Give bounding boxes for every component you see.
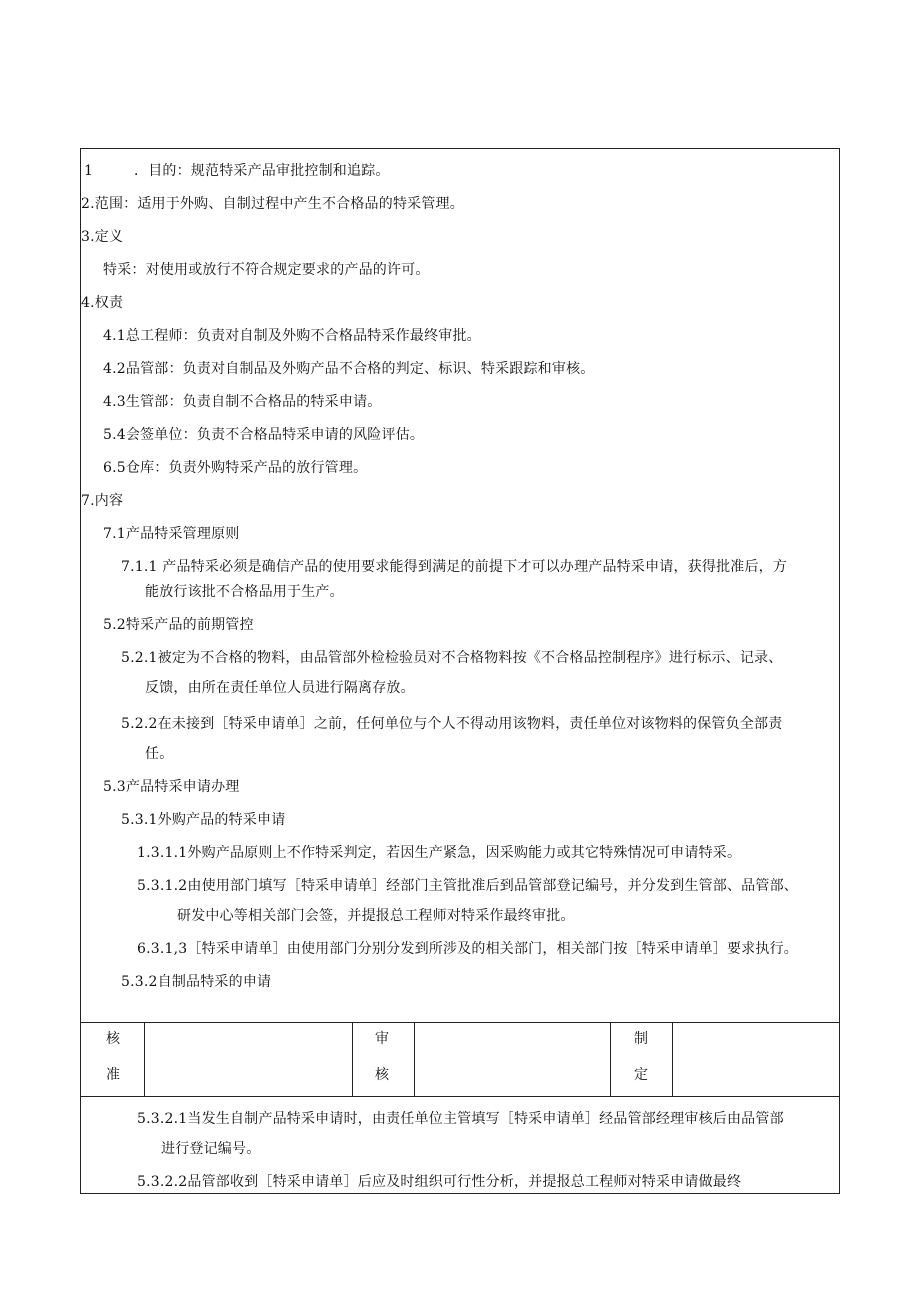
line-5-3-1-2: 5.3.1.2由使用部门填写［特采申请单］经部门主管批准后到品管部登记编号，并分发到生管部、品管部、 [137,878,798,894]
continuation-text-box [80,1096,840,1194]
line-7-1-1: 7.1.1 产品特采必须是确信产品的使用要求能得到满足的前提下才可以办理产品特采申请，获得批准后，方 [121,559,788,575]
line-5-3: 5.3产品特采申请办理 [103,779,240,795]
line-scope: 2.范围：适用于外购、自制过程中产生不合格品的特采管理。 [81,196,464,212]
line-5-2: 5.2特采产品的前期管控 [103,617,254,633]
line-5-3-1-2-cont: 研发中心等相关部门会签，并提报总工程师对特采作最终审批。 [177,908,575,924]
line-content-heading: 7.内容 [81,493,124,509]
line-definition-heading: 3.定义 [81,229,124,245]
divider [144,1023,145,1096]
line-6-3-1-3: 6.3.1,3［特采申请单］由使用部门分别分发到所涉及的相关部门，相关部门按［特采申请单］要求执行。 [137,941,798,957]
line-5-3-2-1-cont: 进行登记编号。 [161,1141,261,1157]
divider [352,1023,353,1096]
line-5-2-2: 5.2.2在未接到［特采申请单］之前，任何单位与个人不得动用该物料，责任单位对该物料的保管负全部责 [121,716,783,732]
review-label-bottom: 核 [375,1067,389,1083]
prepare-label-bottom: 定 [634,1067,648,1083]
signature-row [80,1022,840,1097]
line-5-3-2-2: 5.3.2.2品管部收到［特采申请单］后应及时组织可行性分析，并提报总工程师对特采申请做最终 [137,1174,742,1190]
line-resp-4-2: 4.2品管部：负责对自制品及外购产品不合格的判定、标识、特采跟踪和审核。 [103,361,595,377]
divider [672,1023,673,1096]
approve-label-top: 核 [106,1031,120,1047]
divider [610,1023,611,1096]
line-purpose: ．目的：规范特采产品审批控制和追踪。 [134,163,390,179]
line-resp-4-1: 4.1总工程师：负责对自制及外购不合格品特采作最终审批。 [103,328,481,344]
line-7-1-1-cont: 能放行该批不合格品用于生产。 [145,584,344,600]
line-1-3-1-1: 1.3.1.1外购产品原则上不作特采判定，若因生产紧急，因采购能力或其它特殊情况可申请特采。 [137,845,742,861]
line-definition: 特采：对使用或放行不符合规定要求的产品的许可。 [103,262,430,278]
procedure-text-box [80,148,840,1023]
divider [414,1023,415,1096]
line-7-1: 7.1产品特采管理原则 [103,526,240,542]
line-resp-6-5: 6.5仓库：负责外购特采产品的放行管理。 [103,460,368,476]
line-resp-5-4: 5.4会签单位：负责不合格品特采申请的风险评估。 [103,427,425,443]
line-responsibility-heading: 4.权责 [81,295,124,311]
review-label-top: 审 [375,1031,389,1047]
line-purpose-number: 1 [84,163,94,179]
line-5-2-1-cont: 反馈，由所在责任单位人员进行隔离存放。 [145,680,415,696]
line-5-2-1: 5.2.1被定为不合格的物料，由品管部外检检验员对不合格物料按《不合格品控制程序》进行标示、记录、 [121,650,783,666]
line-5-3-2: 5.3.2自制品特采的申请 [121,974,272,990]
line-5-3-2-1: 5.3.2.1当发生自制产品特采申请时，由责任单位主管填写［特采申请单］经品管部经理审核后由品管部 [137,1111,784,1127]
line-5-2-2-cont: 任。 [145,746,174,762]
line-resp-4-3: 4.3生管部：负责自制不合格品的特采申请。 [103,394,382,410]
line-5-3-1: 5.3.1外购产品的特采申请 [121,812,286,828]
approve-label-bottom: 准 [106,1067,120,1083]
prepare-label-top: 制 [634,1031,648,1047]
